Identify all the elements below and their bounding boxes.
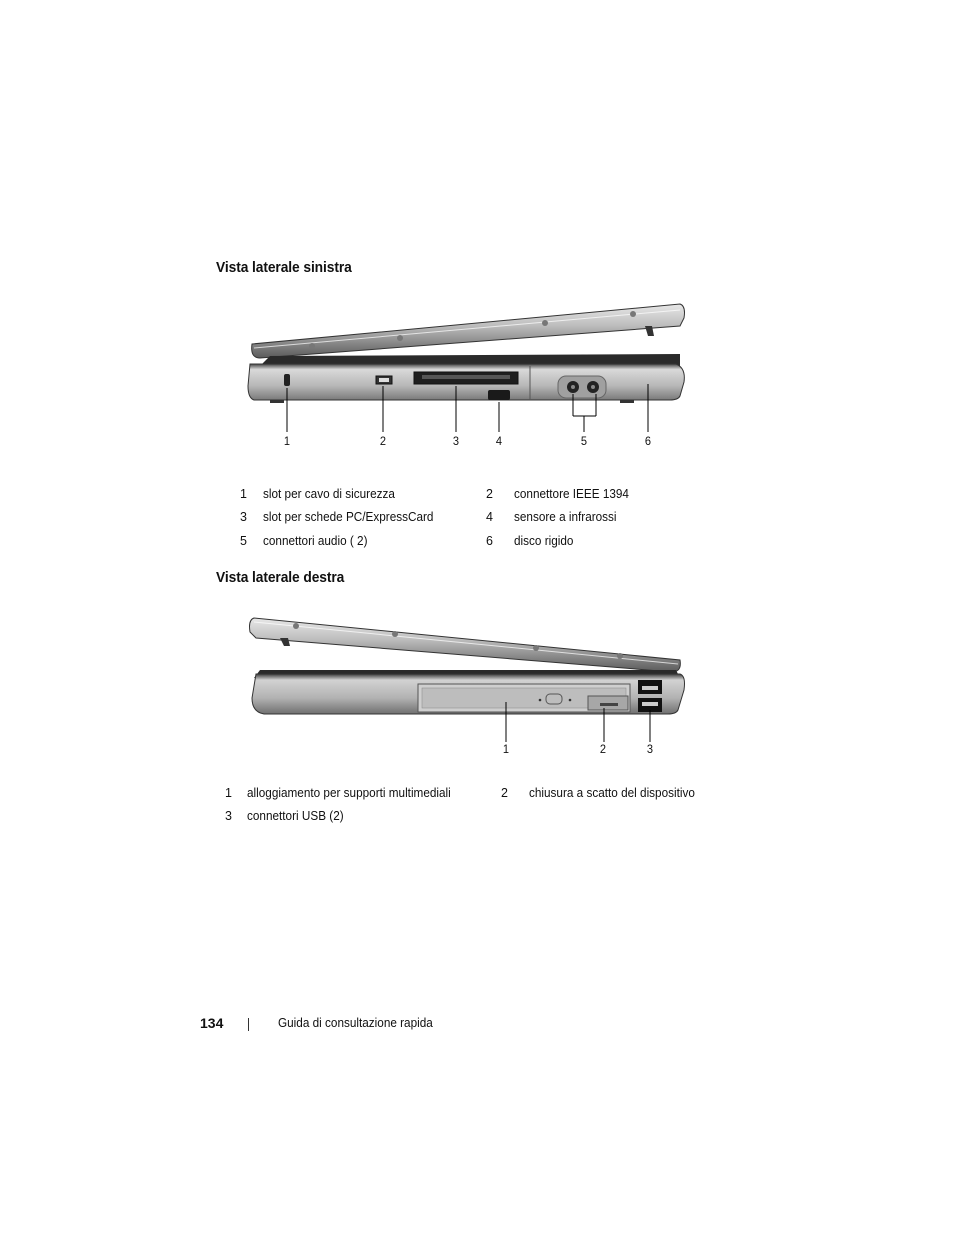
page-number: 134 [200, 1015, 224, 1031]
legend-label: connettori audio ( 2) [263, 534, 368, 548]
legend-label: chiusura a scatto del dispositivo [529, 786, 695, 800]
right-callout-3: 3 [646, 742, 654, 756]
left-callout-4: 4 [495, 434, 503, 448]
legend-num: 6 [486, 534, 493, 548]
legend-label: disco rigido [514, 534, 574, 548]
footer-title: Guida di consultazione rapida [278, 1016, 433, 1030]
legend-num: 3 [240, 510, 247, 524]
legend-num: 1 [225, 786, 232, 800]
legend-label: slot per schede PC/ExpressCard [263, 510, 434, 524]
legend-label: connettore IEEE 1394 [514, 487, 629, 501]
legend-num: 4 [486, 510, 493, 524]
legend-num: 5 [240, 534, 247, 548]
legend-num: 1 [240, 487, 247, 501]
left-side-laptop-illustration [240, 296, 690, 436]
legend-label: sensore a infrarossi [514, 510, 617, 524]
right-view-heading: Vista laterale destra [216, 569, 345, 586]
legend-num: 3 [225, 809, 232, 823]
left-callout-5: 5 [580, 434, 588, 448]
left-callout-6: 6 [644, 434, 652, 448]
left-callout-3: 3 [452, 434, 460, 448]
legend-label: slot per cavo di sicurezza [263, 487, 395, 501]
legend-num: 2 [486, 487, 493, 501]
security-slot-shape [284, 374, 290, 386]
left-callout-2: 2 [379, 434, 387, 448]
legend-label: connettori USB (2) [247, 809, 344, 823]
left-callout-1: 1 [283, 434, 291, 448]
right-callout-2: 2 [599, 742, 607, 756]
right-callout-1: 1 [502, 742, 510, 756]
footer-divider [248, 1018, 249, 1031]
legend-num: 2 [501, 786, 508, 800]
legend-label: alloggiamento per supporti multimediali [247, 786, 451, 800]
left-view-heading: Vista laterale sinistra [216, 259, 352, 276]
right-side-laptop-illustration [240, 610, 690, 750]
